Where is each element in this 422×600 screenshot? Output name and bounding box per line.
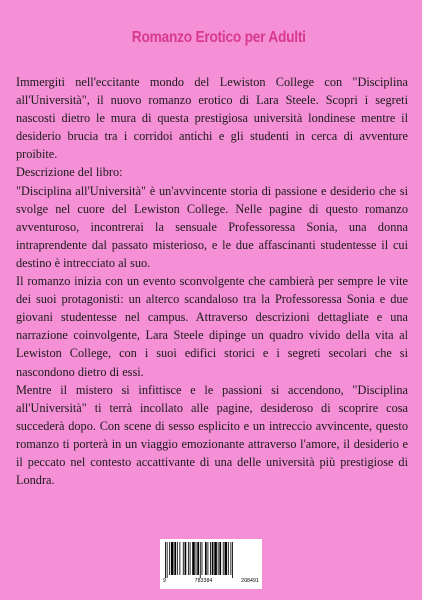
barcode-bar (185, 542, 187, 575)
blurb-plot-paragraph: Il romanzo inizia con un evento sconvolgente che cambierà per sempre le vite dei suoi protagonisti: un alterco scandaloso tra la Professoressa Sonia e due giovani studentesse nel campus. Attraverso descrizioni dettagliate e una narrazione coinvolgente, Lara Steele dipinge un quadro vivido della vita al Lewiston College, con i suoi edifici storici e i segreti secolari che si nascondono dietro di essi. (16, 274, 408, 379)
cover-title: Romanzo Erotico per Adulti (131, 29, 306, 46)
barcode-bar (210, 542, 211, 575)
barcode-bar (200, 542, 201, 578)
barcode-digit-prefix: 9 (163, 578, 166, 584)
barcode-bars (164, 542, 258, 578)
barcode-bar (232, 542, 233, 578)
barcode-bar (208, 542, 209, 575)
barcode-bar (214, 542, 217, 575)
barcode-bar (177, 542, 178, 575)
barcode-bar (230, 542, 231, 575)
barcode-bar (228, 542, 229, 575)
barcode-digits-right-group: 208491 (241, 578, 259, 584)
barcode-bar (165, 542, 166, 578)
isbn-barcode (160, 539, 262, 589)
barcode-bar (225, 542, 228, 575)
barcode-bar (169, 542, 170, 575)
barcode-bar (218, 542, 219, 575)
barcode-bar (188, 542, 189, 575)
barcode-bar (174, 542, 176, 575)
barcode-bar (192, 542, 195, 575)
barcode-bar (205, 542, 207, 575)
barcode-bar (212, 542, 214, 575)
barcode-bar (219, 542, 221, 575)
barcode-bar (223, 542, 224, 575)
blurb-intro-paragraph: Immergiti nell'eccitante mondo del Lewiston College con "Disciplina all'Università", il nuovo romanzo erotico di Lara Steele. Scopri i segreti nascosti dietro le mura di questa prestigiosa università londinese mentre il desiderio brucia tra i corridoi antichi e gli studenti in cerca di avventure proibite. (16, 75, 408, 162)
barcode-bar (183, 542, 184, 575)
barcode-bar (179, 542, 180, 575)
barcode-bar (171, 542, 174, 575)
book-blurb (16, 73, 408, 525)
barcode-bar (197, 542, 199, 575)
blurb-description-paragraph: "Disciplina all'Università" è un'avvincente storia di passione e desiderio che si svolge nel cuore del Lewiston College. Nelle pagine di questo romanzo avventuroso, incontrerai la sensuale Professoressa Sonia, una donna intraprendente dal passato misterioso, e le due affascinanti studentesse il cui destino è intrecciato al suo. (16, 183, 408, 270)
barcode-bar (202, 542, 203, 575)
blurb-closing-paragraph: Mentre il mistero si infittisce e le passioni si accendono, "Disciplina all'Università" ti terrà incollato alle pagine, desideroso di scoprire cosa succederà dopo. Con scene di sesso esplicito e un intreccio avvincente, questo romanzo ti porterà in un viaggio emozionante attraverso l'amore, il desiderio e il peccato nel contesto accattivante di una delle università più prestigiose di Londra. (16, 382, 408, 488)
blurb-description-heading: Descrizione del libro: (16, 165, 123, 180)
barcode-bar (196, 542, 197, 575)
barcode-digits-left-group: 783384 (194, 578, 213, 584)
barcode-bar (167, 542, 168, 578)
barcode-bar (190, 542, 191, 575)
barcode-digits (163, 578, 259, 584)
